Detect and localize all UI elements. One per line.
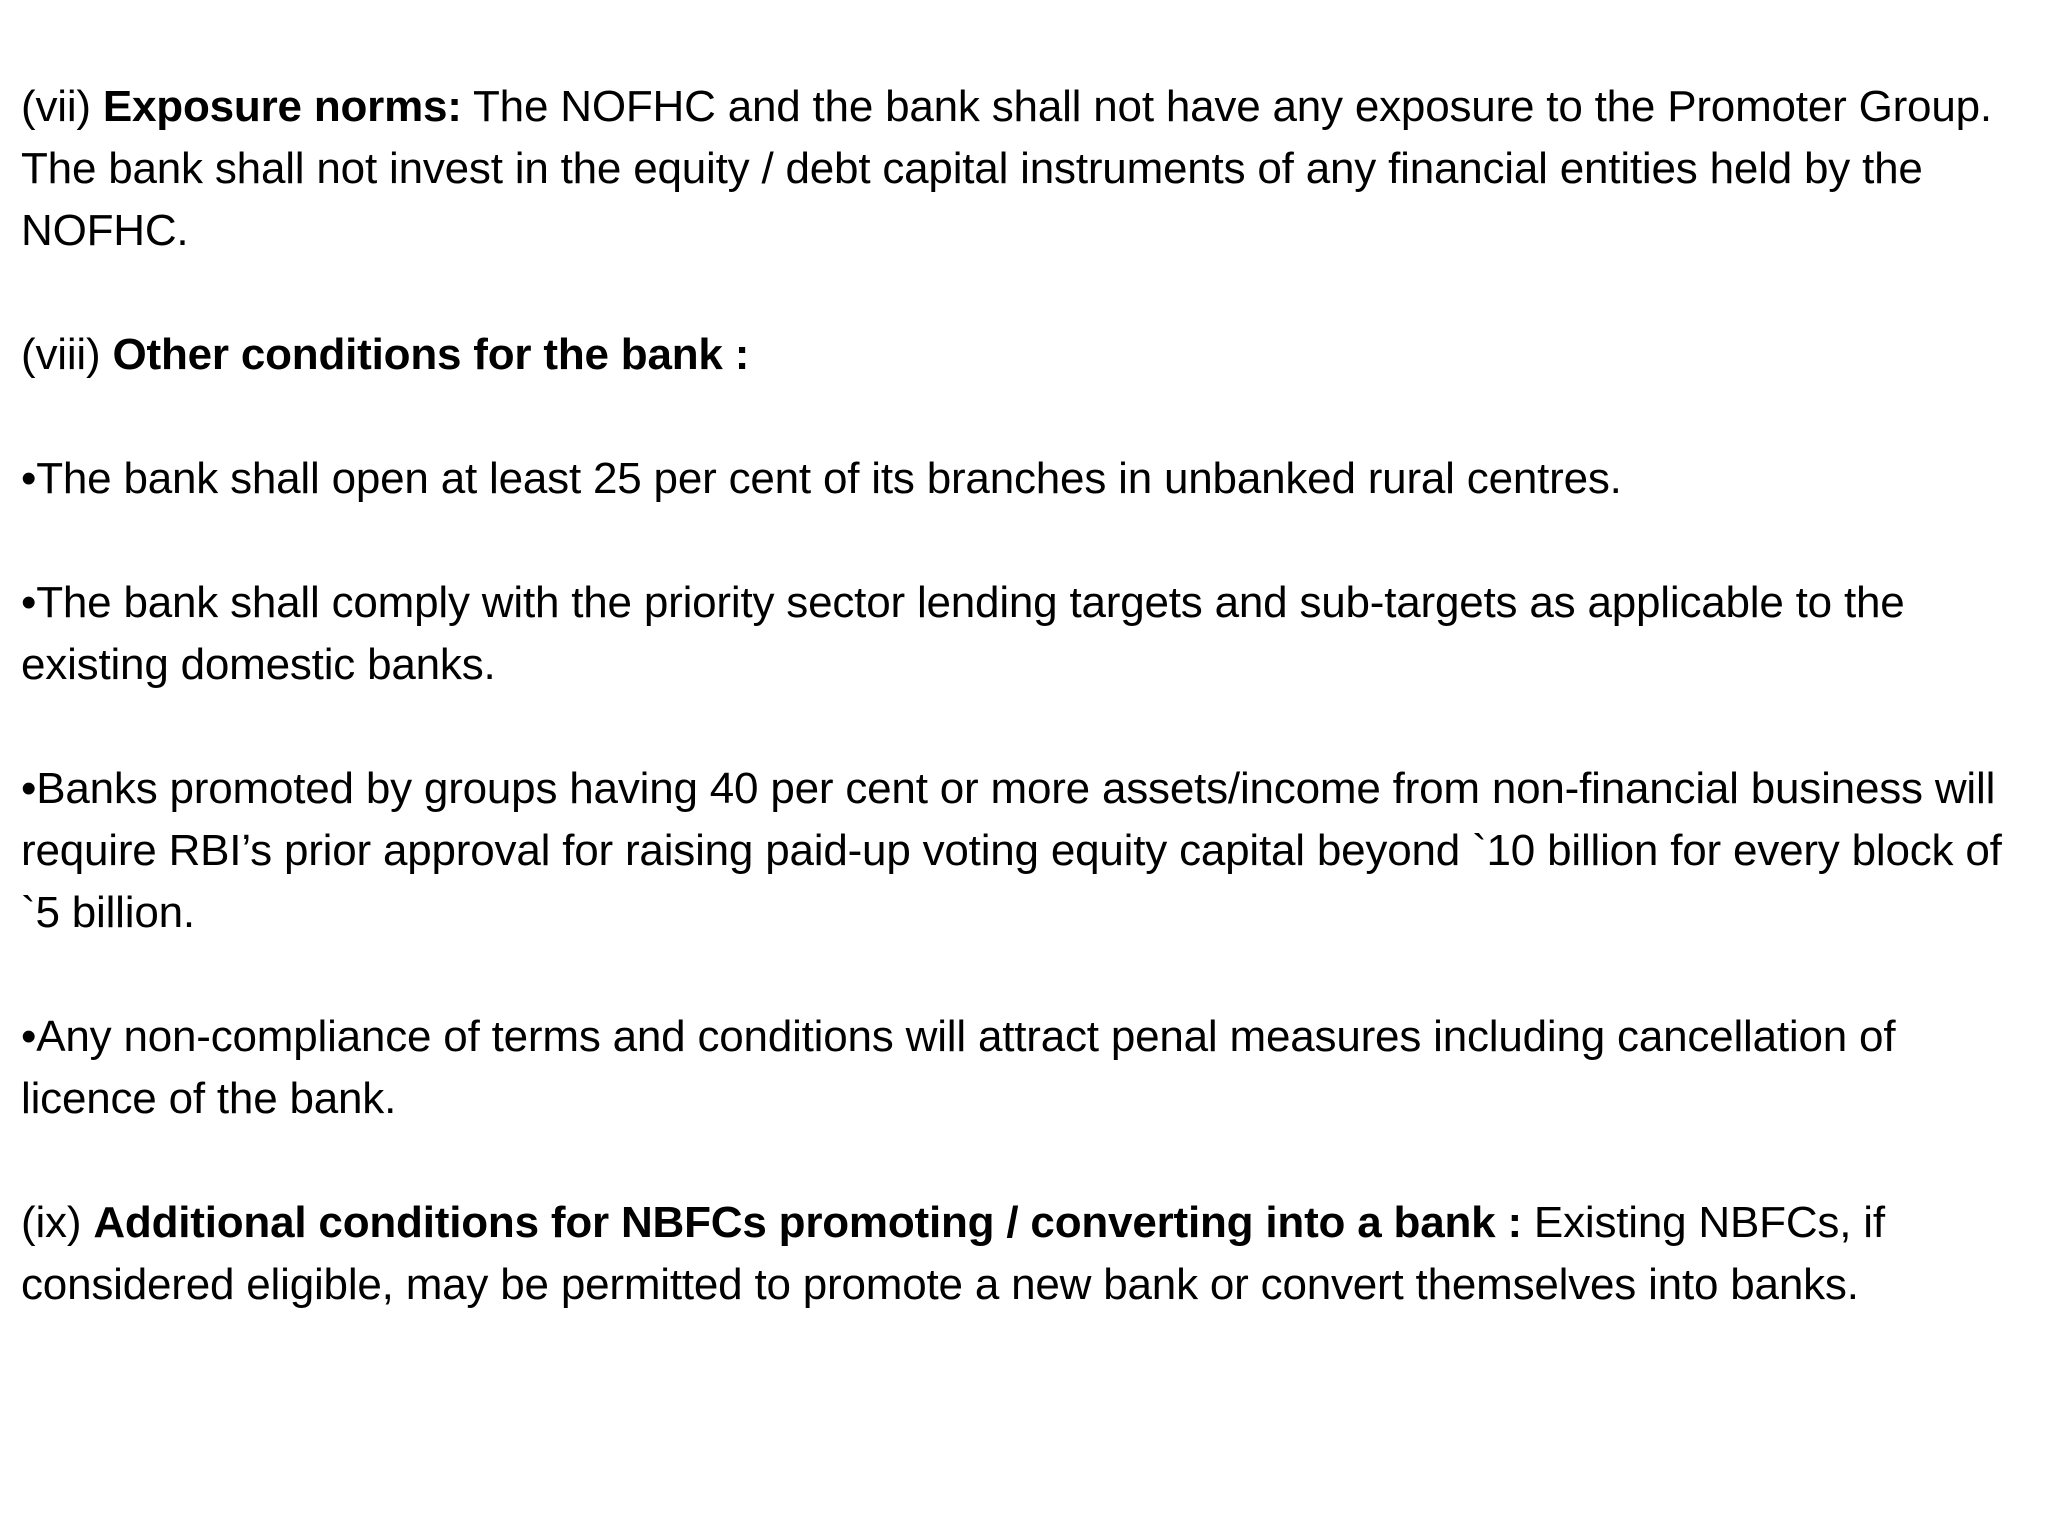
item-number: (viii) [21,330,113,379]
slide-content [21,76,2031,1316]
bullet-item: •Banks promoted by groups having 40 per cent or more assets/income from non-financial business will require RBI’s prior approval for raising paid-up voting equity capital beyond `10 billion for every block of `5 billion. [21,764,2002,937]
section-heading: Additional conditions for NBFCs promoting / converting into a bank : [93,1198,1522,1247]
paragraph-text: The NOFHC and the bank shall not have any exposure to the Promoter Group. The bank shall not invest in the equity / debt capital instruments of any financial entities held by the NOFHC. [21,82,1992,255]
section-heading: Exposure norms: [102,82,462,131]
item-number: (ix) [21,1198,94,1247]
bullet-item: •The bank shall open at least 25 per cent of its branches in unbanked rural centres. [21,454,1622,503]
paragraph-text: Existing NBFCs, if considered eligible, may be permitted to promote a new bank or convert themselves into banks. [21,1198,1885,1309]
section-heading: Other conditions for the bank : [112,330,750,379]
paragraph-additional-conditions [21,1192,2031,1316]
bullet-item: •The bank shall comply with the priority sector lending targets and sub-targets as applicable to the existing domestic banks. [21,578,1905,689]
paragraph-exposure-norms [21,76,2031,262]
paragraph-other-conditions [21,324,2031,386]
item-number: (vii) [21,82,103,131]
bullet-item: •Any non-compliance of terms and conditions will attract penal measures including cancellation of licence of the bank. [21,1012,1896,1123]
